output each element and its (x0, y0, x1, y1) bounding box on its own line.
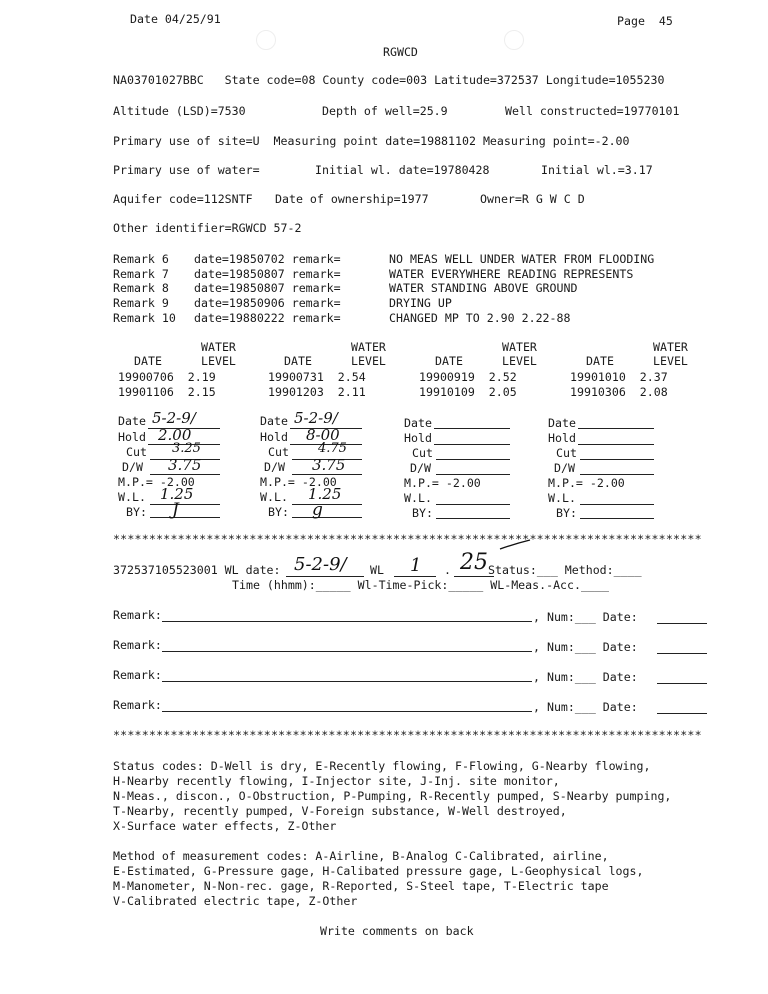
time-fields: Time (hhmm):_____ Wl-Time-Pick:_____ WL-Meas.-Acc.____ (232, 578, 609, 592)
status-codes-line: X-Surface water effects, Z-Other (113, 819, 337, 833)
level-header: LEVEL (653, 354, 688, 368)
remark-date: date=19850807 remark= (194, 267, 341, 281)
remark-date-line[interactable] (657, 653, 707, 654)
field-dw-value: 3.75 (312, 456, 346, 474)
remark-num-date: , Num:___ Date: (533, 640, 638, 654)
date-header: DATE (586, 354, 614, 368)
remark-entry-label: Remark: (113, 638, 162, 652)
remark-entry-line[interactable] (162, 651, 532, 652)
field-date-line[interactable] (578, 428, 654, 429)
water-header: WATER (201, 340, 236, 354)
method-codes-line: Method of measurement codes: A-Airline, B-Analog C-Calibrated, airline, (113, 849, 609, 863)
field-by-line[interactable] (436, 518, 510, 519)
remark-num-date: , Num:___ Date: (533, 670, 638, 684)
date-header: DATE (435, 354, 463, 368)
field-cut-value: 4.75 (318, 441, 347, 456)
status-method: Status:___ Method:____ (488, 563, 642, 577)
field-cut-label: Cut (268, 445, 289, 459)
table-cell: 19900731 2.54 (268, 370, 366, 384)
field-by-label: BY: (268, 505, 289, 519)
wl-dec-value: 25 (460, 550, 488, 575)
method-codes-line: V-Calibrated electric tape, Z-Other (113, 894, 358, 908)
wl-int-line[interactable] (394, 576, 436, 577)
water-header: WATER (351, 340, 386, 354)
aquifer-code: Aquifer code=112SNTF (113, 192, 253, 206)
remark-entry-label: Remark: (113, 668, 162, 682)
field-by-label: BY: (556, 506, 577, 520)
method-codes-line: E-Estimated, G-Pressure gage, H-Calibated pressure gage, L-Geophysical logs, (113, 864, 644, 878)
remark-entry-line[interactable] (162, 681, 532, 682)
level-header: LEVEL (201, 354, 236, 368)
method-codes-line: M-Manometer, N-Non-rec. gage, R-Reported, S-Steel tape, T-Electric tape (113, 879, 609, 893)
field-dw-label: D/W (554, 461, 575, 475)
status-codes-line: H-Nearby recently flowing, I-Injector site, J-Inj. site monitor, (113, 774, 560, 788)
print-date: Date 04/25/91 (130, 12, 221, 26)
remark-num-date: , Num:___ Date: (533, 700, 638, 714)
footer-note: Write comments on back (320, 924, 474, 938)
page-number: Page 45 (617, 14, 673, 28)
separator: ********************************************************************************** (113, 532, 702, 546)
remark-date-line[interactable] (657, 683, 707, 684)
field-cut-label: Cut (412, 446, 433, 460)
field-dw-label: D/W (264, 460, 285, 474)
date-of-ownership: Date of ownership=1977 (275, 192, 429, 206)
field-wl-line[interactable] (436, 504, 510, 505)
water-header: WATER (502, 340, 537, 354)
field-mp: M.P.= -2.00 (548, 476, 625, 490)
wl-int-value: 1 (410, 555, 422, 576)
field-dw-label: D/W (410, 461, 431, 475)
site-line-3: Primary use of site=U Measuring point date=19881102 Measuring point=-2.00 (113, 134, 630, 148)
remark-label: Remark 6 (113, 252, 169, 266)
remark-date: date=19880222 remark= (194, 311, 341, 325)
field-dw-line[interactable] (580, 474, 654, 475)
table-cell: 19901010 2.37 (570, 370, 668, 384)
remark-entry-line[interactable] (162, 621, 532, 622)
status-codes-line: N-Meas., discon., O-Obstruction, P-Pumping, R-Recently pumped, S-Nearby pumping, (113, 789, 672, 803)
status-codes-line: Status codes: D-Well is dry, E-Recently flowing, F-Flowing, G-Nearby flowing, (113, 759, 651, 773)
pen-stroke (498, 538, 532, 552)
field-dw-line[interactable] (436, 474, 510, 475)
water-header: WATER (653, 340, 688, 354)
date-header: DATE (134, 354, 162, 368)
remark-entry-label: Remark: (113, 608, 162, 622)
status-codes-line: T-Nearby, recently pumped, V-Foreign substance, W-Well destroyed, (113, 804, 567, 818)
binder-hole (504, 30, 524, 50)
date-header: DATE (284, 354, 312, 368)
well-constructed: Well constructed=19770101 (505, 104, 680, 118)
separator: ********************************************************************************** (113, 728, 702, 742)
field-mp: M.P.= -2.00 (260, 475, 337, 489)
field-hold-label: Hold (404, 431, 432, 445)
field-by-initials: J (172, 500, 179, 520)
field-cut-line[interactable] (580, 459, 654, 460)
field-wl-line (150, 504, 220, 505)
remark-text: WATER STANDING ABOVE GROUND (389, 281, 578, 295)
field-hold-line[interactable] (434, 444, 510, 445)
field-by-line (150, 517, 220, 518)
field-date-value: 5-2-9/ (294, 409, 338, 427)
field-wl-label: W.L. (260, 490, 288, 504)
level-header: LEVEL (502, 354, 537, 368)
field-date-label: Date (118, 414, 146, 428)
field-by-label: BY: (126, 505, 147, 519)
site-line-1: NA03701027BBC State code=08 County code=003 Latitude=372537 Longitude=1055230 (113, 73, 665, 87)
remark-date: date=19850906 remark= (194, 296, 341, 310)
wl-date-value: 5-2-9/ (294, 554, 347, 575)
field-cut-label: Cut (126, 445, 147, 459)
remark-num-date: , Num:___ Date: (533, 610, 638, 624)
other-identifier: Other identifier=RGWCD 57-2 (113, 221, 302, 235)
remark-label: Remark 7 (113, 267, 169, 281)
table-cell: 19910109 2.05 (419, 385, 517, 399)
field-date-label: Date (260, 414, 288, 428)
field-hold-value: 8-00 (306, 426, 340, 444)
field-wl-label: W.L. (548, 491, 576, 505)
station-id-wl-date: 372537105523001 WL date: (113, 563, 281, 577)
field-wl-label: W.L. (118, 490, 146, 504)
initial-wl: Initial wl.=3.17 (541, 163, 653, 177)
field-by-initials: g (312, 500, 323, 520)
field-mp: M.P.= -2.00 (118, 475, 195, 489)
field-wl-label: W.L. (404, 491, 432, 505)
primary-use-water: Primary use of water= (113, 163, 260, 177)
remark-label: Remark 9 (113, 296, 169, 310)
field-date-label: Date (548, 416, 576, 430)
field-date-line[interactable] (434, 428, 510, 429)
field-dw-label: D/W (122, 460, 143, 474)
field-by-line (292, 517, 362, 518)
field-hold-value: 2.00 (158, 426, 192, 444)
table-cell: 19900919 2.52 (419, 370, 517, 384)
wl-label: WL (370, 563, 384, 577)
level-header: LEVEL (351, 354, 386, 368)
remark-text: CHANGED MP TO 2.90 2.22-88 (389, 311, 571, 325)
remark-label: Remark 10 (113, 311, 176, 325)
remark-date-line[interactable] (657, 623, 707, 624)
table-cell: 19901203 2.11 (268, 385, 366, 399)
table-cell: 19900706 2.19 (118, 370, 216, 384)
field-hold-line[interactable] (578, 444, 654, 445)
initial-wl-date: Initial wl. date=19780428 (315, 163, 490, 177)
field-by-label: BY: (412, 506, 433, 520)
field-wl-line (292, 504, 362, 505)
field-by-line[interactable] (580, 518, 654, 519)
owner: Owner=R G W C D (480, 192, 585, 206)
field-dw-value: 3.75 (168, 456, 202, 474)
remark-date: date=19850702 remark= (194, 252, 341, 266)
remark-text: DRYING UP (389, 296, 452, 310)
field-wl-line[interactable] (580, 504, 654, 505)
field-hold-label: Hold (260, 430, 288, 444)
field-date-label: Date (404, 416, 432, 430)
field-hold-label: Hold (548, 431, 576, 445)
field-cut-value: 3.25 (172, 441, 201, 456)
document-title: RGWCD (383, 45, 418, 59)
field-wl-value: 1.25 (308, 485, 342, 503)
wl-decimal-point: . (444, 563, 451, 577)
table-cell: 19910306 2.08 (570, 385, 668, 399)
wl-date-line[interactable] (286, 576, 364, 577)
altitude: Altitude (LSD)=7530 (113, 104, 246, 118)
binder-hole (256, 30, 276, 50)
remark-label: Remark 8 (113, 281, 169, 295)
remark-date-line[interactable] (657, 713, 707, 714)
field-mp: M.P.= -2.00 (404, 476, 481, 490)
remark-entry-label: Remark: (113, 698, 162, 712)
remark-entry-line[interactable] (162, 711, 532, 712)
field-wl-value: 1.25 (160, 485, 194, 503)
table-cell: 19901106 2.15 (118, 385, 216, 399)
field-hold-label: Hold (118, 430, 146, 444)
remark-text: NO MEAS WELL UNDER WATER FROM FLOODING (389, 252, 655, 266)
field-cut-line[interactable] (436, 459, 510, 460)
field-date-value: 5-2-9/ (152, 409, 196, 427)
well-depth: Depth of well=25.9 (322, 104, 448, 118)
field-cut-label: Cut (556, 446, 577, 460)
remark-text: WATER EVERYWHERE READING REPRESENTS (389, 267, 634, 281)
remark-date: date=19850807 remark= (194, 281, 341, 295)
